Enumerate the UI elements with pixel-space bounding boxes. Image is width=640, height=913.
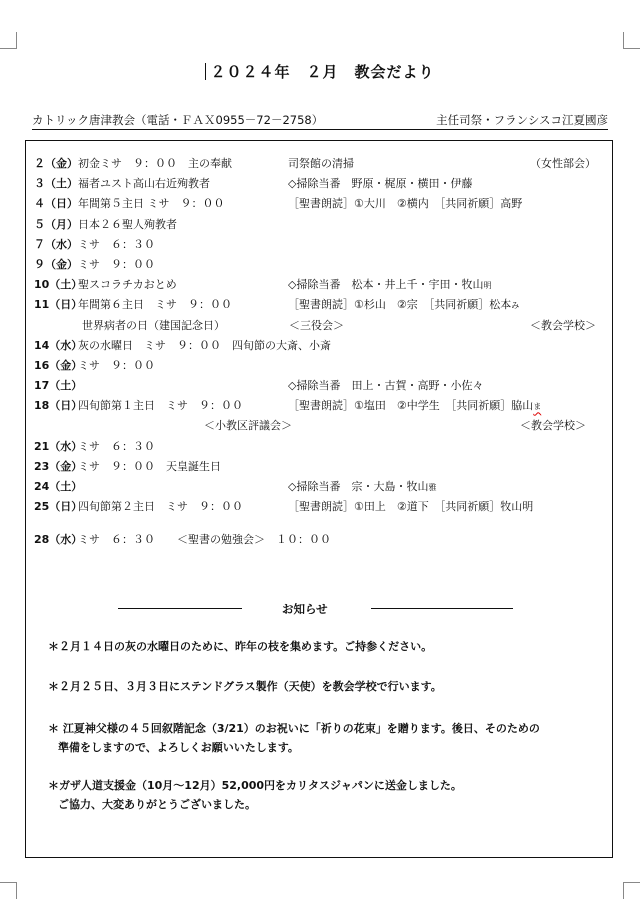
schedule-row [34,315,604,335]
schedule-date: 10（土） [34,278,83,292]
bulletin-box [25,140,613,858]
schedule-date: ４（日） [34,197,78,211]
schedule-row [34,193,604,213]
schedule-row [34,375,604,395]
schedule-c1-text: 年間第５主日 ミサ ９：００ [78,197,225,211]
schedule-row [34,274,604,294]
schedule-row [34,214,604,234]
schedule-date: 16（金） [34,358,83,372]
notice-line: ご協力、大変ありがとうございました。 [58,798,256,811]
notice-rule-right [371,608,513,609]
schedule-row [34,234,604,254]
schedule-c1-text: ミサ ９：００ [78,358,155,372]
schedule-date: ５（月） [34,217,78,231]
schedule-c2-text: ［聖書朗読］①塩田 ②中学生 ［共同祈願］脇山ま [288,399,542,413]
schedule-c1-text: ＜小教区評議会＞ [204,419,292,433]
schedule-date: 18（日） [34,399,83,413]
schedule-date: 28（水） [34,533,83,547]
schedule-date: 11（日） [34,298,83,312]
schedule-row [34,294,604,314]
schedule-c2-text: ◇掃除当番 松本・井上千・宇田・牧山明 [288,278,492,292]
schedule-date: 23（金） [34,459,83,473]
schedule-c2-text: ◇掃除当番 田上・古賀・高野・小佐々 [288,379,484,393]
schedule-c2-text: ◇掃除当番 宗・大島・牧山雅 [288,480,437,493]
newsletter-title: ２０２４年 ２月 教会だより [210,63,435,81]
schedule-c1-text: 日本２６聖人殉教者 [78,217,177,231]
schedule-c1-text: 聖スコラチカおとめ [78,278,177,292]
schedule-c1-text: 世界病者の日（建国記念日） [82,318,225,332]
priest-name: 主任司祭・フランシスコ江夏國彦 [436,113,608,127]
schedule-c3-text: ＜教会学校＞ [530,318,596,332]
schedule-c2-text: ＜三役会＞ [289,318,344,332]
schedule-row [34,395,604,415]
notice-heading [26,601,612,617]
name-suffix: 明 [483,281,492,291]
schedule-date: 25（日） [34,500,83,514]
schedule-c1-text: 灰の水曜日 ミサ ９：００ 四旬節の大斎、小斎 [78,338,331,352]
notice-item [48,776,608,814]
crop-mark-bottom-right [623,882,640,899]
schedule-c2-text: 司祭館の清掃 [288,157,354,170]
schedule-c1-text: 四旬節第２主日 ミサ ９：００ [78,500,243,514]
schedule-date: ２（金） [34,157,78,170]
notice-rule-left [118,608,242,609]
notice-line: ＊ 江夏神父様の４５回叙階記念（3/21）のお祝いに「祈りの花束」を贈ります。後日、そのための [48,722,540,735]
schedule-date: ９（金） [34,257,78,271]
text-cursor [205,63,206,80]
notice-line: ＊２月２５日、３月３日にステンドグラス製作（天使）を教会学校で行います。 [48,680,442,693]
schedule-row [34,456,604,476]
name-suffix: み [511,301,520,311]
schedule-row [34,415,604,435]
schedule-c1-text: ミサ ６：３０ [78,439,155,453]
schedule-c3-text: （女性部会） [530,157,596,170]
schedule-row [34,496,604,529]
schedule-c2-text: ［聖書朗読］①杉山 ②宗 ［共同祈願］松本み [288,298,520,312]
schedule-c3-text: ＜教会学校＞ [520,419,586,433]
church-header [32,112,608,130]
notice-line: ＊２月１４日の灰の水曜日のために、昨年の枝を集めます。ご持参ください。 [48,640,433,653]
notice-line: ＊ガザ人道支援金（10月～12月）52,000円をカリタスジャパンに送金しました。 [48,779,462,792]
schedule-date: 14（水） [34,338,83,352]
schedule-c1-text: 福者ユスト高山右近殉教者 [78,177,210,191]
schedule-date: ３（土） [34,177,78,191]
schedule-c1-text: 四旬節第１主日 ミサ ９：００ [78,399,243,413]
notice-item [48,677,608,696]
schedule-date: 21（水） [34,439,83,453]
notice-line: 準備をしますので、よろしくお願いいたします。 [58,741,299,754]
schedule-c1-text: 年間第６主日 ミサ ９：００ [78,298,232,312]
schedule-c1-text: ミサ ９：００ [78,257,155,271]
name-suffix: 雅 [428,483,437,492]
crop-mark-top-left [0,32,17,49]
schedule-c2-text: ［聖書朗読］①田上 ②道下 ［共同祈願］牧山明 [288,500,534,514]
notice-title: お知らせ [282,602,328,616]
schedule-row [34,153,604,173]
schedule-c1-text: ミサ ６：３０ [78,237,155,251]
schedule-row [34,335,604,355]
schedule-c1-text: 初金ミサ ９：００ 主の奉献 [78,157,232,170]
crop-mark-bottom-left [0,882,17,899]
schedule-c1-text: ミサ ６：３０ ＜聖書の勉強会＞ １０：００ [78,533,331,547]
schedule-list [34,153,604,549]
schedule-c2-text: ［聖書朗読］①大川 ②横内 ［共同祈願］高野 [288,197,523,211]
schedule-c1-text: ミサ ９：００ 天皇誕生日 [78,459,221,473]
schedule-row [34,173,604,193]
schedule-row [34,355,604,375]
schedule-row [34,476,604,496]
schedule-row [34,254,604,274]
notice-item [48,719,608,757]
schedule-date: 24（土） [34,480,83,493]
newsletter-title-block [0,61,640,82]
church-contact: カトリック唐津教会（電話・ＦＡＸ0955－72－2758） [32,113,324,127]
notice-item [48,637,608,656]
schedule-row [34,436,604,456]
schedule-c2-text: ◇掃除当番 野原・梶原・横田・伊藤 [288,177,473,191]
schedule-date: 17（土） [34,379,83,393]
crop-mark-top-right [623,32,640,49]
schedule-row [34,529,604,549]
name-suffix: ま [533,402,542,412]
schedule-date: ７（水） [34,237,78,251]
